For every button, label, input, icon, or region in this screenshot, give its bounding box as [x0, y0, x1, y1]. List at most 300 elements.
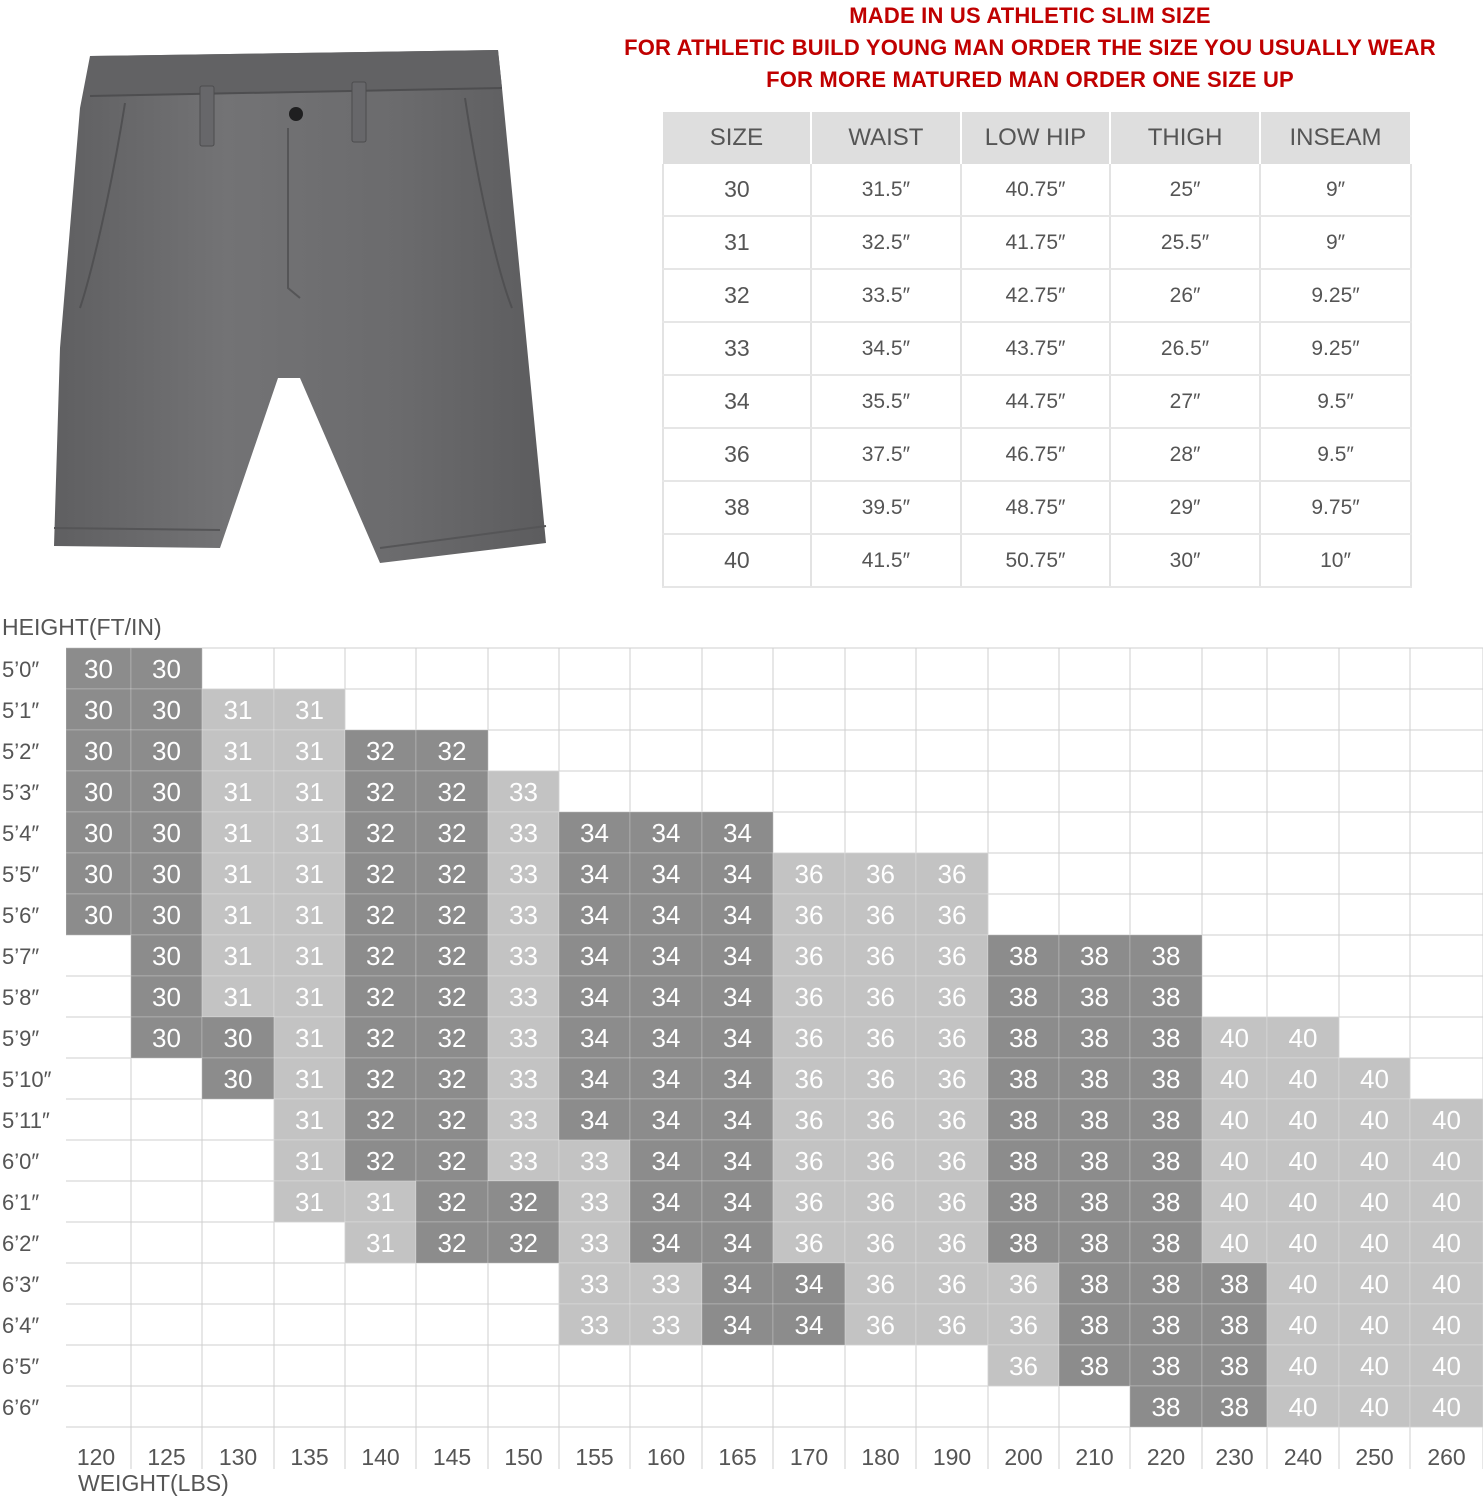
size-cell-label: 31 [223, 982, 253, 1012]
size-cell-label: 30 [223, 1064, 253, 1094]
size-cell-label: 30 [84, 859, 113, 889]
size-cell-label: 31 [366, 1187, 395, 1217]
weight-tick-label: 230 [1215, 1444, 1254, 1470]
size-cell-label: 40 [1432, 1105, 1461, 1135]
size-cell-label: 31 [295, 1064, 324, 1094]
size-cell-label: 40 [1220, 1105, 1249, 1135]
size-cell-label: 36 [866, 1310, 895, 1340]
size-cell-label: 40 [1432, 1269, 1461, 1299]
size-cell-label: 40 [1432, 1351, 1461, 1381]
size-cell-label: 32 [366, 900, 395, 930]
size-cell-label: 32 [366, 1146, 395, 1176]
size-cell-label: 32 [437, 1105, 467, 1135]
height-tick-label: 5’3″ [2, 780, 40, 805]
size-cell-label: 40 [1288, 1146, 1318, 1176]
size-cell-label: 36 [866, 1269, 895, 1299]
size-cell-label: 32 [437, 1064, 467, 1094]
size-cell-label: 40 [1360, 1228, 1389, 1258]
size-cell-label: 34 [723, 1310, 752, 1340]
size-cell-label: 36 [1009, 1351, 1038, 1381]
size-cell-label: 40 [1432, 1146, 1461, 1176]
size-cell-label: 33 [509, 859, 538, 889]
cell-thigh: 27″ [1110, 375, 1260, 428]
size-cell-label: 40 [1220, 1064, 1249, 1094]
size-cell-label: 33 [651, 1310, 681, 1340]
cell-inseam: 9.25″ [1260, 322, 1411, 375]
size-cell-label: 34 [580, 982, 609, 1012]
size-cell-label: 32 [437, 777, 467, 807]
height-tick-label: 5’0″ [2, 657, 40, 682]
cell-thigh: 26″ [1110, 269, 1260, 322]
cell-inseam: 9.75″ [1260, 481, 1411, 534]
height-tick-label: 5’7″ [2, 944, 40, 969]
size-cell-label: 34 [580, 941, 609, 971]
size-cell-label: 38 [1151, 1228, 1181, 1258]
cell-thigh: 29″ [1110, 481, 1260, 534]
size-cell-label: 30 [152, 818, 181, 848]
size-cell-label: 33 [509, 818, 538, 848]
size-cell-label: 38 [1009, 1023, 1038, 1053]
size-cell-label: 36 [794, 1187, 824, 1217]
size-cell-label: 30 [223, 1023, 253, 1053]
cell-inseam: 9.5″ [1260, 375, 1411, 428]
height-axis-title: HEIGHT(FT/IN) [2, 614, 162, 640]
size-cell-label: 34 [723, 1105, 752, 1135]
cell-size: 31 [663, 216, 811, 269]
size-cell-label: 34 [651, 818, 681, 848]
size-cell-label: 33 [580, 1146, 609, 1176]
weight-tick-label: 250 [1355, 1444, 1394, 1470]
height-tick-label: 6’1″ [2, 1190, 40, 1215]
size-cell-label: 40 [1360, 1392, 1389, 1422]
size-cell-label: 30 [152, 1023, 181, 1053]
cell-size: 36 [663, 428, 811, 481]
size-cell-label: 34 [651, 1187, 681, 1217]
size-cell-label: 33 [580, 1228, 609, 1258]
size-cell-label: 31 [223, 777, 253, 807]
size-cell-label: 38 [1080, 982, 1109, 1012]
height-tick-label: 6’0″ [2, 1149, 40, 1174]
size-cell-label: 33 [509, 900, 538, 930]
size-cell-label: 34 [651, 941, 681, 971]
size-cell-label: 34 [723, 941, 752, 971]
size-cell-label: 32 [366, 777, 395, 807]
size-cell-label: 36 [866, 982, 895, 1012]
size-cell-label: 36 [794, 1023, 824, 1053]
size-cell-label: 36 [866, 1023, 895, 1053]
size-cell-label: 40 [1360, 1310, 1389, 1340]
size-cell-label: 36 [794, 982, 824, 1012]
size-cell-label: 31 [295, 1187, 324, 1217]
size-cell-label: 40 [1288, 1023, 1318, 1053]
size-cell-label: 32 [437, 1146, 467, 1176]
size-cell-label: 38 [1151, 1351, 1181, 1381]
height-tick-label: 5’9″ [2, 1026, 40, 1051]
size-cell-label: 36 [1009, 1310, 1038, 1340]
cell-inseam: 9″ [1260, 164, 1411, 216]
weight-tick-label: 240 [1283, 1444, 1323, 1470]
size-cell-label: 30 [152, 982, 181, 1012]
size-cell-label: 38 [1080, 1023, 1109, 1053]
size-cell-label: 30 [152, 654, 181, 684]
size-cell-label: 38 [1080, 1187, 1109, 1217]
note-line-3: FOR MORE MATURED MAN ORDER ONE SIZE UP [766, 67, 1294, 92]
cell-waist: 33.5″ [811, 269, 961, 322]
cell-inseam: 9.5″ [1260, 428, 1411, 481]
cell-low-hip: 41.75″ [961, 216, 1110, 269]
size-cell-label: 32 [437, 859, 467, 889]
size-cell-label: 36 [937, 1187, 967, 1217]
size-cell-label: 34 [651, 1023, 681, 1053]
height-tick-label: 6’4″ [2, 1313, 40, 1338]
size-cell-label: 36 [937, 982, 967, 1012]
size-cell-label: 34 [580, 1023, 609, 1053]
size-cell-label: 38 [1080, 1351, 1109, 1381]
size-cell-label: 40 [1220, 1187, 1249, 1217]
weight-tick-label: 165 [718, 1444, 757, 1470]
weight-tick-label: 125 [147, 1444, 186, 1470]
size-cell-label: 36 [866, 1228, 895, 1258]
size-cell-label: 34 [794, 1310, 824, 1340]
size-cell-label: 38 [1151, 1064, 1181, 1094]
size-cell-label: 40 [1288, 1105, 1318, 1135]
height-tick-label: 5’10″ [2, 1067, 52, 1092]
size-cell-label: 40 [1288, 1187, 1318, 1217]
cell-thigh: 30″ [1110, 534, 1260, 587]
header-low-hip: LOW HIP [961, 112, 1110, 164]
size-cell-label: 38 [1220, 1269, 1249, 1299]
size-cell-label: 40 [1360, 1269, 1389, 1299]
size-cell-label: 30 [84, 818, 113, 848]
size-cell-label: 32 [437, 1228, 467, 1258]
size-cell-label: 31 [295, 982, 324, 1012]
size-cell-label: 40 [1288, 1392, 1318, 1422]
size-cell-label: 32 [366, 1064, 395, 1094]
size-cell-label: 36 [1009, 1269, 1038, 1299]
height-tick-label: 5’6″ [2, 903, 40, 928]
size-cell-label: 31 [223, 736, 253, 766]
size-cell-label: 40 [1432, 1392, 1461, 1422]
weight-tick-label: 210 [1075, 1444, 1114, 1470]
cell-low-hip: 40.75″ [961, 164, 1110, 216]
size-cell-label: 40 [1288, 1310, 1318, 1340]
height-tick-label: 6’6″ [2, 1395, 40, 1420]
size-cell-label: 30 [152, 900, 181, 930]
size-cell-label: 36 [866, 1064, 895, 1094]
cell-waist: 39.5″ [811, 481, 961, 534]
size-cell-label: 34 [723, 1228, 752, 1258]
height-tick-label: 6’3″ [2, 1272, 40, 1297]
size-cell-label: 38 [1151, 982, 1181, 1012]
size-cell-label: 31 [295, 900, 324, 930]
size-cell-label: 38 [1009, 1228, 1038, 1258]
size-cell-label: 36 [866, 1105, 895, 1135]
size-cell-label: 38 [1151, 1269, 1181, 1299]
size-cell-label: 31 [295, 1023, 324, 1053]
size-cell-label: 34 [580, 900, 609, 930]
size-cell-label: 34 [723, 818, 752, 848]
size-cell-label: 32 [437, 818, 467, 848]
cell-size: 30 [663, 164, 811, 216]
size-cell-label: 34 [723, 1187, 752, 1217]
size-cell-label: 30 [84, 900, 113, 930]
size-cell-label: 34 [651, 1228, 681, 1258]
size-cell-label: 38 [1080, 1228, 1109, 1258]
size-cell-label: 30 [152, 859, 181, 889]
size-cell-label: 36 [866, 859, 895, 889]
size-cell-label: 30 [152, 941, 181, 971]
size-cell-label: 40 [1360, 1187, 1389, 1217]
size-cell-label: 36 [937, 1269, 967, 1299]
height-tick-label: 5’8″ [2, 985, 40, 1010]
size-cell-label: 38 [1151, 1023, 1181, 1053]
size-cell-label: 33 [509, 1146, 538, 1176]
size-cell-label: 38 [1009, 1064, 1038, 1094]
size-cell-label: 36 [794, 1146, 824, 1176]
size-cell-label: 32 [366, 982, 395, 1012]
size-cell-label: 36 [866, 900, 895, 930]
cell-waist: 37.5″ [811, 428, 961, 481]
cell-waist: 31.5″ [811, 164, 961, 216]
weight-tick-label: 135 [290, 1444, 329, 1470]
size-cell-label: 34 [723, 982, 752, 1012]
size-cell-label: 31 [223, 695, 253, 725]
size-cell-label: 38 [1009, 982, 1038, 1012]
size-cell-label: 38 [1220, 1392, 1249, 1422]
size-cell-label: 38 [1080, 941, 1109, 971]
size-cell-label: 40 [1288, 1351, 1318, 1381]
size-cell-label: 34 [651, 1105, 681, 1135]
note-line-1: MADE IN US ATHLETIC SLIM SIZE [849, 3, 1211, 28]
size-cell-label: 38 [1151, 1187, 1181, 1217]
weight-tick-label: 130 [218, 1444, 258, 1470]
size-cell-label: 31 [223, 818, 253, 848]
size-cell-label: 32 [437, 1187, 467, 1217]
size-cell-label: 36 [794, 900, 824, 930]
size-cell-label: 31 [295, 736, 324, 766]
header-size: SIZE [663, 112, 811, 164]
size-cell-label: 40 [1220, 1146, 1249, 1176]
size-cell-label: 34 [723, 1064, 752, 1094]
height-tick-label: 5’4″ [2, 821, 40, 846]
size-cell-label: 36 [937, 1146, 967, 1176]
cell-low-hip: 46.75″ [961, 428, 1110, 481]
size-cell-label: 36 [937, 941, 967, 971]
cell-size: 40 [663, 534, 811, 587]
size-cell-label: 33 [651, 1269, 681, 1299]
size-cell-label: 30 [84, 654, 113, 684]
weight-tick-label: 190 [932, 1444, 972, 1470]
size-cell-label: 32 [509, 1187, 538, 1217]
size-cell-label: 33 [580, 1269, 609, 1299]
size-cell-label: 34 [723, 859, 752, 889]
height-tick-label: 6’5″ [2, 1354, 40, 1379]
size-cell-label: 33 [509, 1105, 538, 1135]
weight-tick-label: 260 [1427, 1444, 1466, 1470]
size-cell-label: 30 [84, 777, 113, 807]
cell-inseam: 10″ [1260, 534, 1411, 587]
size-cell-label: 40 [1432, 1310, 1461, 1340]
size-cell-label: 38 [1080, 1064, 1109, 1094]
size-cell-label: 38 [1151, 1105, 1181, 1135]
size-cell-label: 36 [937, 1105, 967, 1135]
size-cell-label: 38 [1080, 1146, 1109, 1176]
cell-thigh: 25.5″ [1110, 216, 1260, 269]
size-cell-label: 36 [794, 1105, 824, 1135]
size-cell-label: 32 [437, 1023, 467, 1053]
size-cell-label: 36 [866, 1146, 895, 1176]
size-cell-label: 36 [937, 1310, 967, 1340]
size-cell-label: 34 [651, 900, 681, 930]
cell-waist: 35.5″ [811, 375, 961, 428]
size-cell-label: 32 [366, 859, 395, 889]
size-cell-label: 38 [1080, 1310, 1109, 1340]
size-cell-label: 38 [1220, 1351, 1249, 1381]
size-cell-label: 40 [1432, 1228, 1461, 1258]
weight-tick-label: 140 [361, 1444, 400, 1470]
cell-low-hip: 43.75″ [961, 322, 1110, 375]
height-tick-label: 5’2″ [2, 739, 40, 764]
size-cell-label: 38 [1009, 1105, 1038, 1135]
size-cell-label: 40 [1360, 1105, 1389, 1135]
size-cell-label: 38 [1220, 1310, 1249, 1340]
size-cell-label: 36 [937, 1023, 967, 1053]
weight-tick-label: 145 [432, 1444, 472, 1470]
size-cell-label: 40 [1360, 1064, 1389, 1094]
size-cell-label: 38 [1151, 1146, 1181, 1176]
size-cell-label: 34 [651, 1064, 681, 1094]
cell-size: 33 [663, 322, 811, 375]
size-cell-label: 40 [1432, 1187, 1461, 1217]
size-cell-label: 36 [937, 859, 967, 889]
size-cell-label: 31 [295, 695, 324, 725]
size-cell-label: 30 [152, 777, 181, 807]
cell-inseam: 9.25″ [1260, 269, 1411, 322]
cell-low-hip: 44.75″ [961, 375, 1110, 428]
size-cell-label: 31 [295, 1146, 324, 1176]
cell-size: 32 [663, 269, 811, 322]
size-cell-label: 36 [937, 1228, 967, 1258]
note-line-2: FOR ATHLETIC BUILD YOUNG MAN ORDER THE SIZE YOU USUALLY WEAR [624, 35, 1436, 60]
size-cell-label: 32 [437, 941, 467, 971]
size-cell-label: 36 [794, 1228, 824, 1258]
size-cell-label: 34 [580, 1105, 609, 1135]
size-cell-label: 40 [1360, 1351, 1389, 1381]
weight-tick-label: 180 [861, 1444, 900, 1470]
size-cell-label: 33 [580, 1310, 609, 1340]
weight-tick-label: 200 [1004, 1444, 1043, 1470]
cell-thigh: 25″ [1110, 164, 1260, 216]
cell-low-hip: 48.75″ [961, 481, 1110, 534]
size-cell-label: 34 [651, 982, 681, 1012]
size-cell-label: 34 [651, 1146, 681, 1176]
size-cell-label: 30 [152, 695, 181, 725]
weight-tick-label: 155 [575, 1444, 614, 1470]
size-cell-label: 40 [1220, 1023, 1249, 1053]
cell-low-hip: 42.75″ [961, 269, 1110, 322]
height-tick-label: 5’11″ [2, 1108, 50, 1133]
size-cell-label: 36 [794, 859, 824, 889]
size-cell-label: 32 [437, 982, 467, 1012]
size-cell-label: 38 [1009, 941, 1038, 971]
height-tick-label: 5’1″ [2, 698, 40, 723]
size-cell-label: 36 [794, 1064, 824, 1094]
size-cell-label: 32 [366, 736, 395, 766]
size-cell-label: 36 [866, 941, 895, 971]
size-cell-label: 36 [866, 1187, 895, 1217]
size-cell-label: 31 [295, 859, 324, 889]
size-cell-label: 34 [723, 1023, 752, 1053]
size-cell-label: 34 [580, 818, 609, 848]
size-cell-label: 38 [1151, 1310, 1181, 1340]
header-inseam: INSEAM [1260, 112, 1411, 164]
cell-size: 38 [663, 481, 811, 534]
size-cell-label: 33 [509, 1023, 538, 1053]
weight-tick-label: 220 [1146, 1444, 1186, 1470]
size-cell-label: 32 [366, 818, 395, 848]
size-cell-label: 38 [1080, 1269, 1109, 1299]
size-cell-label: 32 [366, 1023, 395, 1053]
weight-axis-title: WEIGHT(LBS) [78, 1470, 229, 1496]
size-cell-label: 33 [509, 1064, 538, 1094]
height-tick-label: 6’2″ [2, 1231, 40, 1256]
cell-waist: 32.5″ [811, 216, 961, 269]
size-cell-label: 34 [723, 900, 752, 930]
size-cell-label: 30 [84, 695, 113, 725]
weight-tick-label: 120 [76, 1444, 116, 1470]
size-cell-label: 33 [509, 982, 538, 1012]
size-cell-label: 32 [437, 900, 467, 930]
cell-thigh: 26.5″ [1110, 322, 1260, 375]
size-cell-label: 38 [1151, 941, 1181, 971]
size-cell-label: 32 [366, 1105, 395, 1135]
height-tick-label: 5’5″ [2, 862, 40, 887]
size-cell-label: 34 [723, 1146, 752, 1176]
size-cell-label: 40 [1220, 1228, 1249, 1258]
size-cell-label: 31 [223, 941, 253, 971]
size-cell-label: 30 [152, 736, 181, 766]
size-cell-label: 32 [509, 1228, 538, 1258]
cell-waist: 41.5″ [811, 534, 961, 587]
size-cell-label: 36 [937, 1064, 967, 1094]
size-cell-label: 31 [295, 777, 324, 807]
cell-low-hip: 50.75″ [961, 534, 1110, 587]
size-cell-label: 40 [1288, 1269, 1318, 1299]
cell-thigh: 28″ [1110, 428, 1260, 481]
size-cell-label: 31 [366, 1228, 395, 1258]
size-cell-label: 33 [509, 941, 538, 971]
size-cell-label: 30 [84, 736, 113, 766]
header-thigh: THIGH [1110, 112, 1260, 164]
size-cell-label: 34 [580, 859, 609, 889]
cell-waist: 34.5″ [811, 322, 961, 375]
cell-size: 34 [663, 375, 811, 428]
size-cell-label: 38 [1009, 1146, 1038, 1176]
size-cell-label: 33 [580, 1187, 609, 1217]
size-cell-label: 38 [1009, 1187, 1038, 1217]
size-cell-label: 40 [1288, 1064, 1318, 1094]
size-cell-label: 32 [437, 736, 467, 766]
size-cell-label: 31 [295, 818, 324, 848]
size-cell-label: 31 [295, 1105, 324, 1135]
size-cell-label: 40 [1288, 1228, 1318, 1258]
weight-tick-label: 160 [646, 1444, 686, 1470]
weight-tick-label: 170 [789, 1444, 829, 1470]
size-cell-label: 34 [580, 1064, 609, 1094]
size-cell-label: 31 [223, 900, 253, 930]
header-waist: WAIST [811, 112, 961, 164]
size-cell-label: 31 [223, 859, 253, 889]
